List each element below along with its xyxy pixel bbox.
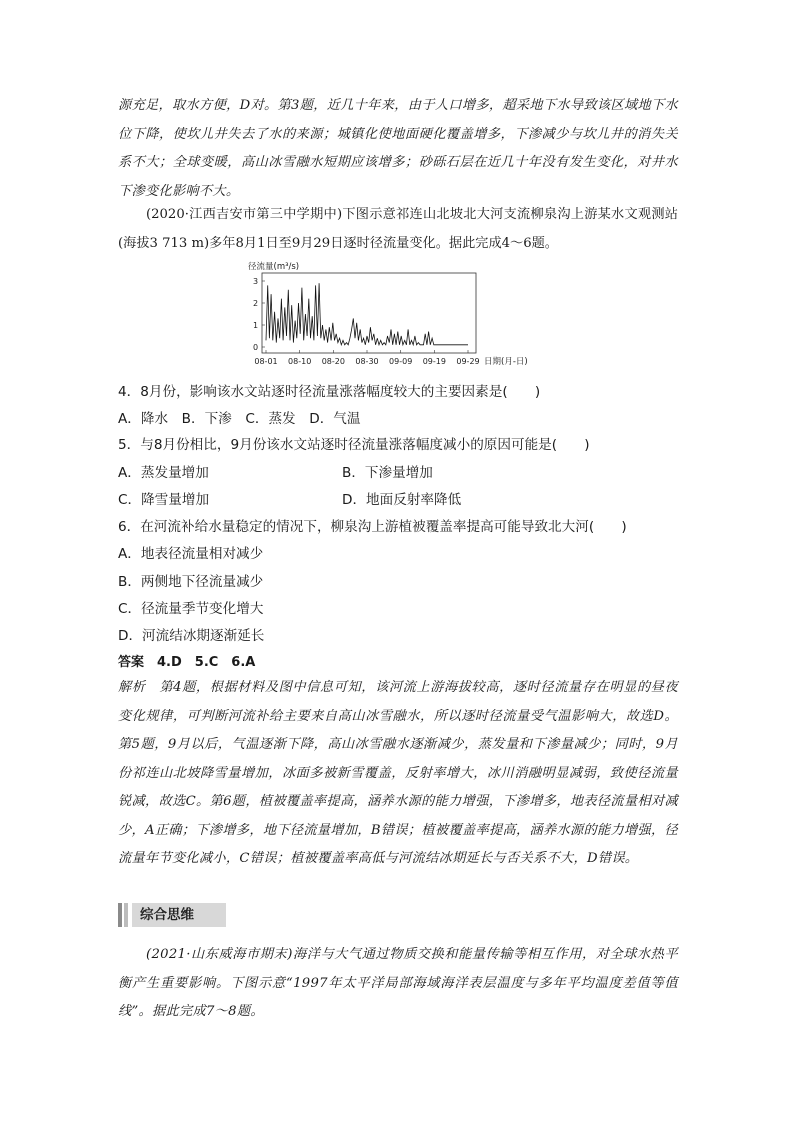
question-5-option-a: A．蒸发量增加: [118, 465, 209, 481]
analysis-paragraph: 解析 第4题，根据材料及图中信息可知，该河流上游海拔较高，逐时径流量存在明显的昼夜变化规律，可判断河流补给主要来自高山冰雪融水，所以逐时径流量受气温影响大，故选D。第5题，9月以后，气温逐渐下降，高山冰雪融水逐渐减少，蒸发量和下渗量减少；同时，9月份祁连山北坡降雪量增加，冰面多被新雪覆盖，反射率增大，冰川消融明显减弱，致使径流量锐减，故选C。第6题，植被覆盖率提高，涵养水源的能力增强，下渗增多，地表径流量相对减少，A正确；下渗增多，地下径流量增加，B错误；植被覆盖率提高，涵养水源的能力增强，径流量年节变化减小，C错误；植被覆盖率高低与河流结冰期延长与否关系不大，D错误。: [118, 680, 678, 866]
material-7-8: (2021·山东威海市期末)海洋与大气通过物质交换和能量传输等相互作用，对全球水热平衡产生重要影响。下图示意“1997年太平洋局部海域海洋表层温度与多年平均温度差值等值线”。据此完成7～8题。: [118, 947, 678, 1019]
chart-y-tick-label: 0: [253, 343, 259, 352]
question-6-option-a: A．地表径流量相对减少: [118, 546, 264, 562]
section-header: [118, 903, 678, 927]
question-5-option-b: B．下渗量增加: [342, 465, 433, 481]
chart-x-tick-label: 09-09: [389, 357, 413, 366]
chart-y-tick-label: 3: [253, 277, 259, 286]
chart-x-ticks: [254, 350, 479, 366]
section-title: 综合思维: [132, 903, 226, 927]
chart-x-tick-label: 08-01: [254, 357, 278, 366]
chart-series-line: [266, 283, 468, 345]
section-bar-dark: [118, 903, 122, 927]
material-4-6: (2020·江西吉安市第三中学期中)下图示意祁连山北坡北大河支流柳泉沟上游某水文观测站(海拔3 713 m)多年8月1日至9月29日逐时径流量变化。据此完成4～6题。: [118, 207, 678, 251]
chart-x-tick-label: 08-10: [288, 357, 312, 366]
question-4-options: A．降水 B．下渗 C．蒸发 D．气温: [118, 411, 361, 427]
question-5-option-c: C．降雪量增加: [118, 492, 210, 508]
question-6-option-d: D．河流结冰期逐渐延长: [118, 628, 265, 644]
analysis-continued-paragraph: 源充足，取水方便，D对。第3题，近几十年来，由于人口增多，超采地下水导致该区域地下水位下降，使坎儿井失去了水的来源；城镇化使地面硬化覆盖增多，下渗减少与坎儿井的消失关系不大；全球变暖，高山冰雪融水短期应该增多；砂砾石层在近几十年没有发生变化，对井水下渗变化影响不大。: [118, 98, 678, 199]
answer-line: 答案 4.D 5.C 6.A: [118, 655, 256, 670]
question-5-stem: 5．与8月份相比，9月份该水文站逐时径流量涨落幅度减小的原因可能是( ): [118, 437, 590, 453]
chart-xlabel: 日期(月-日): [484, 357, 528, 367]
section-bar-light: [124, 903, 128, 927]
chart-y-ticks: [253, 277, 265, 352]
chart-x-tick-label: 09-19: [422, 357, 446, 366]
question-5-option-d: D．地面反射率降低: [342, 492, 462, 508]
question-6-option-c: C．径流量季节变化增大: [118, 601, 264, 617]
chart-x-tick-label: 09-29: [456, 357, 480, 366]
question-4-stem: 4．8月份，影响该水文站逐时径流量涨落幅度较大的主要因素是( ): [118, 384, 541, 400]
chart-x-tick-label: 08-30: [355, 357, 379, 366]
chart-x-tick-label: 08-20: [321, 357, 345, 366]
chart-ylabel: 径流量(m³/s): [248, 262, 300, 272]
chart-y-tick-label: 2: [253, 299, 259, 308]
chart-y-tick-label: 1: [253, 321, 259, 330]
runoff-chart: [246, 258, 546, 368]
question-6-option-b: B．两侧地下径流量减少: [118, 574, 264, 590]
question-6-stem: 6．在河流补给水量稳定的情况下，柳泉沟上游植被覆盖率提高可能导致北大河( ): [118, 519, 627, 535]
